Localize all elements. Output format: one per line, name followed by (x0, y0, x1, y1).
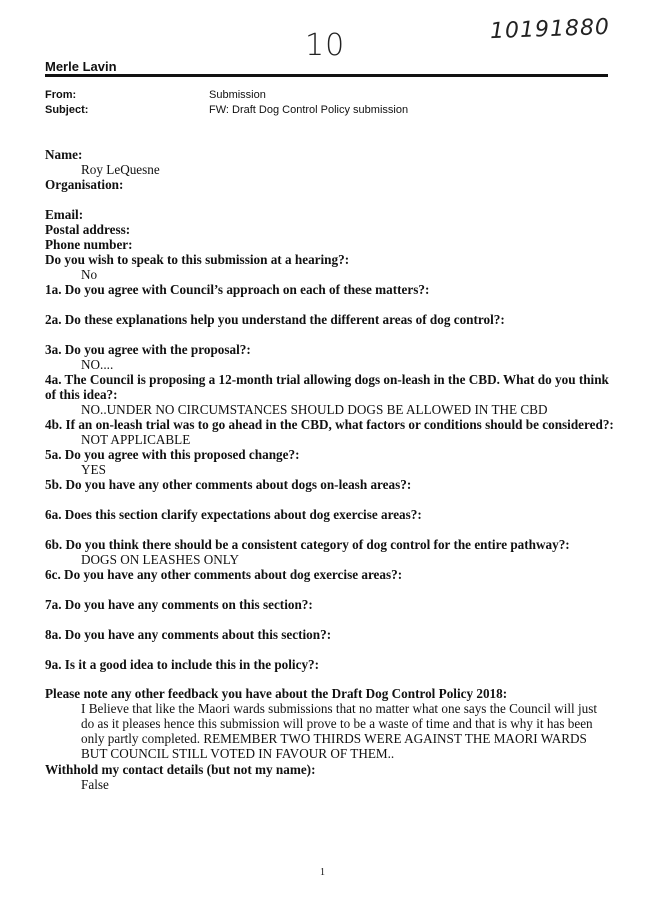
question-6b: 6b. Do you think there should be a consistent category of dog control for the entire pathway?: (45, 537, 570, 552)
question-3a: 3a. Do you agree with the proposal?: (45, 342, 251, 357)
postal-label: Postal address: (45, 222, 131, 237)
name-value: Roy LeQuesne (81, 162, 160, 177)
hearing-answer: No (81, 267, 98, 282)
header-divider (45, 74, 608, 77)
subject-label: Subject: (45, 104, 89, 116)
question-6c: 6c. Do you have any other comments about dog exercise areas?: (45, 567, 403, 582)
question-8a: 8a. Do you have any comments about this section?: (45, 627, 332, 642)
feedback-question: Please note any other feedback you have about the Draft Dog Control Policy 2018: (45, 686, 508, 701)
question-5a: 5a. Do you agree with this proposed change?: (45, 447, 300, 462)
answer-6b: DOGS ON LEASHES ONLY (81, 552, 240, 567)
question-4b: 4b. If an on-leash trial was to go ahead in the CBD, what factors or conditions should be considered?: (45, 417, 614, 432)
answer-3a: NO.... (81, 357, 114, 372)
question-1a: 1a. Do you agree with Council’s approach on each of these matters?: (45, 282, 430, 297)
question-2a: 2a. Do these explanations help you understand the different areas of dog control?: (45, 312, 505, 327)
withhold-question: Withhold my contact details (but not my name): (45, 762, 316, 777)
answer-4a: NO..UNDER NO CIRCUMSTANCES SHOULD DOGS BE ALLOWED IN THE CBD (81, 402, 548, 417)
footer-page-number: 1 (320, 867, 325, 878)
handwritten-document-id: 10191880 (489, 14, 611, 45)
phone-label: Phone number: (45, 237, 133, 252)
handwritten-page-number: 10 (305, 28, 346, 63)
name-label: Name: (45, 147, 83, 162)
subject-value: FW: Draft Dog Control Policy submission (209, 104, 409, 116)
answer-5a: YES (81, 462, 106, 477)
answer-4b: NOT APPLICABLE (81, 432, 191, 447)
question-7a: 7a. Do you have any comments on this section?: (45, 597, 313, 612)
from-label: From: (45, 89, 77, 101)
email-label: Email: (45, 207, 84, 222)
question-6a: 6a. Does this section clarify expectations about dog exercise areas?: (45, 507, 422, 522)
organisation-label: Organisation: (45, 177, 124, 192)
question-4a: 4a. The Council is proposing a 12-month trial allowing dogs on-leash in the CBD. What do you think of this idea?: (45, 372, 609, 402)
from-value: Submission (209, 89, 266, 101)
hearing-question: Do you wish to speak to this submission at a hearing?: (45, 252, 350, 267)
withhold-answer: False (81, 777, 109, 792)
feedback-answer: I Believe that like the Maori wards submissions that no matter what one says the Council will just do as it pleases hence this submission will prove to be a waste of time and that is why it has been only partly completed. REMEMBER TWO THIRDS WERE AGAINST THE MAORI WARDS BUT COUNCIL STILL VOTED IN FAVOUR OF THEM.. (81, 701, 598, 761)
question-9a: 9a. Is it a good idea to include this in the policy?: (45, 657, 320, 672)
question-5b: 5b. Do you have any other comments about dogs on-leash areas?: (45, 477, 412, 492)
author-name: Merle Lavin (45, 59, 117, 74)
